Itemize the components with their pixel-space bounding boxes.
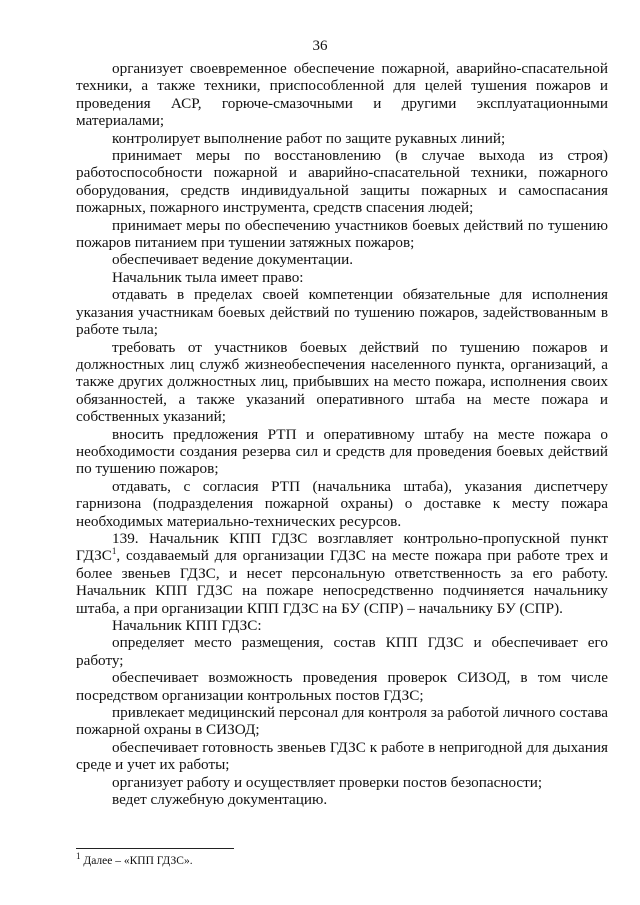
paragraph: вносить предложения РТП и оперативному штабу на месте пожара о необходимости создания резерва сил и средств для проведения боевых действий по тушению пожаров; <box>76 425 608 478</box>
paragraph: принимает меры по обеспечению участников боевых действий по тушению пожаров питанием при тушении затяжных пожаров; <box>76 216 608 252</box>
paragraph: организует своевременное обеспечение пожарной, аварийно-спасательной техники, а также техники, приспособленной для целей тушения пожаров и проведения АСР, горюче-смазочными и другими эксплуатационными материалами; <box>76 60 608 130</box>
footnote-marker: 1 <box>111 546 117 557</box>
paragraph: организует работу и осуществляет проверки постов безопасности; <box>112 773 543 791</box>
paragraph: контролирует выполнение работ по защите рукавных линий; <box>112 129 506 147</box>
paragraph-139 <box>76 530 608 617</box>
paragraph-139-rest: , создаваемый для организации ГДЗС на месте пожара при работе трех и более звеньев ГДЗС, и несет персональную ответственность за его работу. Начальник КПП ГДЗС на пожаре непосредственно подчиняется начальнику штаба, а при организации КПП ГДЗС на БУ (СПР) – начальнику БУ (СПР). <box>76 547 608 617</box>
footnote-divider <box>76 848 234 849</box>
paragraph: обеспечивает возможность проведения проверок СИЗОД, в том числе посредством организации контрольных постов ГДЗС; <box>76 669 608 704</box>
paragraph: привлекает медицинский персонал для контроля за работой личного состава пожарной охраны в СИЗОД; <box>76 704 608 739</box>
paragraph: Начальник КПП ГДЗС: <box>112 617 262 634</box>
footnote-text: Далее – «КПП ГДЗС». <box>80 855 193 867</box>
document-body <box>76 60 608 808</box>
paragraph: обеспечивает ведение документации. <box>112 251 354 269</box>
paragraph: требовать от участников боевых действий по тушению пожаров и должностных лиц служб жизнеобеспечения населенного пункта, организаций, а также других должностных лиц, прибывших на место пожара, исполнения своих обязанностей, а также указаний оперативного штаба на месте пожара и собственных указаний; <box>76 338 608 426</box>
paragraph: Начальник тыла имеет право: <box>112 268 304 286</box>
paragraph: определяет место размещения, состав КПП ГДЗС и обеспечивает его работу; <box>76 634 608 669</box>
paragraph: обеспечивает готовность звеньев ГДЗС к работе в непригодной для дыхания среде и учет их работы; <box>76 738 608 774</box>
paragraph: принимает меры по восстановлению (в случае выхода из строя) работоспособности пожарной и аварийно-спасательной техники, пожарного оборудования, средств индивидуальной защиты пожарных и самоспасания пожарных, пожарного инструмента, средств спасения людей; <box>76 147 608 217</box>
paragraph: отдавать, с согласия РТП (начальника штаба), указания диспетчеру гарнизона (подразделения пожарной охраны) о доставке к месту пожара необходимых материально-технических ресурсов. <box>76 477 608 530</box>
paragraph: отдавать в пределах своей компетенции обязательные для исполнения указания участникам боевых действий по тушению пожаров, задействованным в работе тыла; <box>76 286 608 339</box>
page-number: 36 <box>312 38 328 54</box>
paragraph: ведет служебную документацию. <box>112 791 328 809</box>
footnote <box>76 851 193 867</box>
paragraph-139-start: 139. Начальник КПП ГДЗС возглавляет контрольно-пропускной пункт ГДЗС <box>76 529 608 565</box>
footnote-number: 1 <box>76 851 81 862</box>
